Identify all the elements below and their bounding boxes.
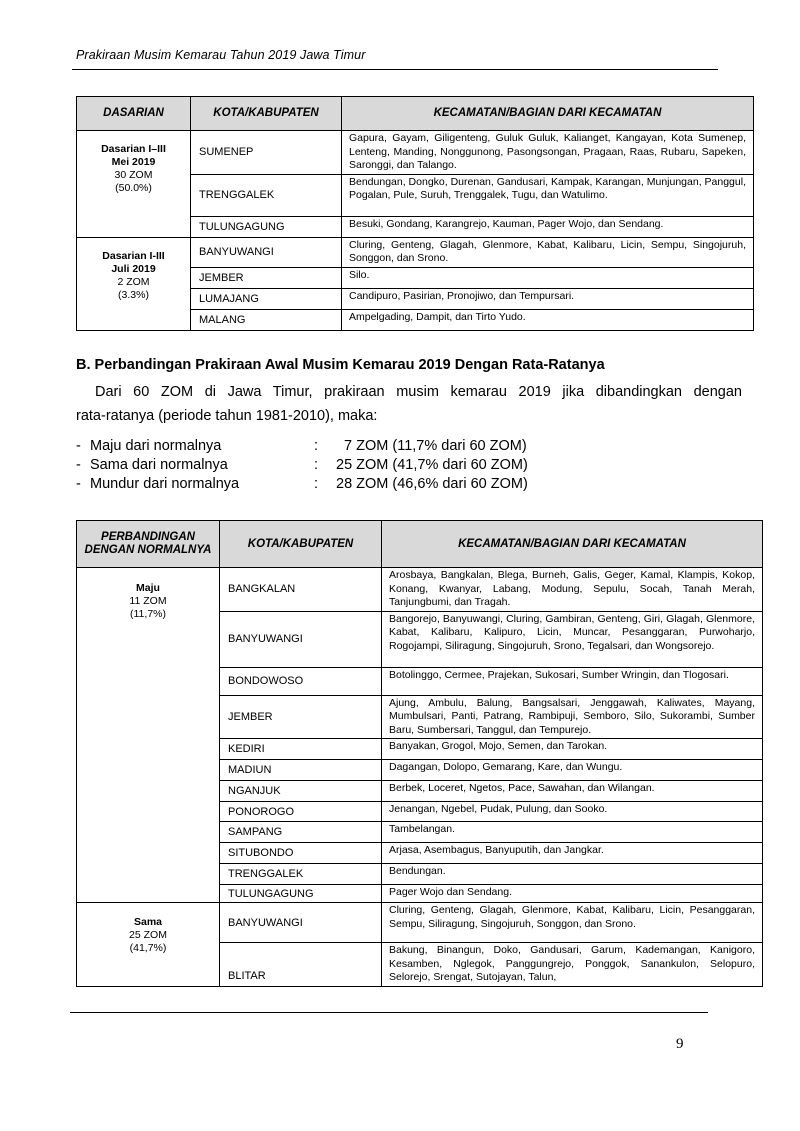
group-title: Dasarian I-III (102, 249, 165, 262)
group-cell (77, 237, 191, 330)
kota-cell: BONDOWOSO (220, 667, 382, 695)
list-item-colon: : (314, 438, 319, 454)
kota-cell: TULUNGAGUNG (191, 216, 342, 237)
kota-cell: JEMBER (191, 267, 342, 288)
kota-cell: BANGKALAN (220, 568, 382, 612)
kecamatan-cell: Bendungan. (382, 864, 763, 885)
kota-cell: LUMAJANG (191, 288, 342, 309)
kota-cell: TRENGGALEK (191, 174, 342, 216)
page-header-title: Prakiraan Musim Kemarau Tahun 2019 Jawa Timur (76, 48, 366, 62)
kecamatan-cell: Botolinggo, Cermee, Prajekan, Sukosari, Sumber Wringin, dan Tlogosari. (382, 667, 763, 695)
group-cell (77, 903, 220, 987)
group-title: Mei 2019 (111, 156, 156, 168)
header-rule (72, 69, 718, 70)
kota-cell: BANYUWANGI (220, 611, 382, 667)
column-header-kecamatan: KECAMATAN/BAGIAN DARI KECAMATAN (342, 97, 754, 131)
group-cell (77, 131, 191, 238)
group-zom: 25 ZOM (129, 929, 167, 941)
list-item-value: 28 ZOM (46,6% dari 60 ZOM) (336, 476, 528, 492)
list-dash: - (76, 457, 81, 473)
kota-cell: PONOROGO (220, 802, 382, 822)
footer-rule (70, 1012, 708, 1013)
table-header-row (77, 521, 763, 568)
table-row (77, 237, 754, 267)
kecamatan-cell: Pager Wojo dan Sendang. (382, 885, 763, 903)
table-row (77, 903, 763, 943)
list-item-colon: : (314, 476, 319, 492)
kota-cell: BANYUWANGI (191, 237, 342, 267)
kota-cell: TRENGGALEK (220, 864, 382, 885)
group-title: Juli 2019 (111, 262, 156, 275)
kecamatan-cell: Dagangan, Dolopo, Gemarang, Kare, dan Wungu. (382, 760, 763, 781)
group-percentage: (41,7%) (129, 942, 167, 954)
kecamatan-cell: Banyakan, Grogol, Mojo, Semen, dan Tarokan. (382, 739, 763, 760)
kota-cell: KEDIRI (220, 739, 382, 760)
kecamatan-cell: Bendungan, Dongko, Durenan, Gandusari, Kampak, Karangan, Munjungan, Panggul, Pogalan, Pule, Suruh, Trenggalek, Tugu, dan Watulimo. (342, 174, 754, 216)
section-b-paragraph: Dari 60 ZOM di Jawa Timur, prakiraan musim kemarau 2019 jika dibandingkan dengan (95, 384, 742, 400)
table-row (77, 131, 754, 175)
column-header-kota: KOTA/KABUPATEN (220, 521, 382, 568)
kecamatan-cell: Tambelangan. (382, 822, 763, 843)
kota-cell: MALANG (191, 309, 342, 330)
page-number: 9 (676, 1036, 684, 1052)
kecamatan-cell: Ajung, Ambulu, Balung, Bangsalsari, Jenggawah, Kaliwates, Mayang, Mumbulsari, Panti, Patrang, Rambipuji, Semboro, Silo, Sukorambi, Sumber Baru, Sumbersari, Tanggul, dan Tempurejo. (382, 695, 763, 739)
table-row (77, 568, 763, 612)
list-item-label: Mundur dari normalnya (90, 476, 240, 492)
kecamatan-cell: Besuki, Gondang, Karangrejo, Kauman, Pager Wojo, dan Sendang. (342, 216, 754, 237)
kecamatan-cell: Gapura, Gayam, Giligenteng, Guluk Guluk, Kalianget, Kangayan, Kota Sumenep, Lenteng, Manding, Nonggunong, Pasongsongan, Pragaan, Raas, Rubaru, Sapeken, Saronggi, dan Talango. (342, 131, 754, 175)
section-b-paragraph-continued: rata-ratanya (periode tahun 1981-2010), maka: (76, 408, 378, 424)
group-title: Dasarian I–III (101, 143, 166, 155)
list-item-colon: : (314, 457, 319, 473)
kecamatan-cell: Jenangan, Ngebel, Pudak, Pulung, dan Sooko. (382, 802, 763, 822)
kecamatan-cell: Ampelgading, Dampit, dan Tirto Yudo. (342, 309, 754, 330)
column-header-kecamatan: KECAMATAN/BAGIAN DARI KECAMATAN (382, 521, 763, 568)
list-dash: - (76, 438, 81, 454)
kecamatan-cell: Bakung, Binangun, Doko, Gandusari, Garum, Kademangan, Kanigoro, Kesamben, Nglegok, Panggungrejo, Ponggok, Sanankulon, Selopuro, Selorejo, Srengat, Sutojayan, Talun, (382, 943, 763, 987)
list-item-label: Sama dari normalnya (90, 457, 228, 473)
kecamatan-cell: Berbek, Loceret, Ngetos, Pace, Sawahan, dan Wilangan. (382, 781, 763, 802)
kecamatan-cell: Candipuro, Pasirian, Pronojiwo, dan Tempursari. (342, 288, 754, 309)
column-header-perbandingan: PERBANDINGAN DENGAN NORMALNYA (77, 521, 220, 568)
list-item-value: 25 ZOM (41,7% dari 60 ZOM) (336, 457, 528, 473)
kota-cell: JEMBER (220, 695, 382, 739)
group-zom: 2 ZOM (117, 275, 150, 288)
group-percentage: (3.3%) (118, 288, 149, 301)
group-zom: 11 ZOM (129, 595, 167, 607)
list-item-label: Maju dari normalnya (90, 438, 222, 454)
kota-cell: BLITAR (220, 943, 382, 987)
kota-cell: SITUBONDO (220, 843, 382, 864)
column-header-dasarian: DASARIAN (77, 97, 191, 131)
kota-cell: BANYUWANGI (220, 903, 382, 943)
group-title: Sama (133, 916, 163, 928)
kecamatan-cell: Cluring, Genteng, Glagah, Glenmore, Kabat, Kalibaru, Licin, Pesanggaran, Sempu, Siliragung, Singojuruh, Songgon, dan Srono. (382, 903, 763, 943)
perbandingan-table (76, 520, 763, 987)
kecamatan-cell: Arjasa, Asembagus, Banyuputih, dan Jangkar. (382, 843, 763, 864)
kota-cell: MADIUN (220, 760, 382, 781)
group-cell (77, 568, 220, 903)
dasarian-table (76, 96, 754, 331)
list-dash: - (76, 476, 81, 492)
kecamatan-cell: Cluring, Genteng, Glagah, Glenmore, Kabat, Kalibaru, Licin, Sempu, Singojuruh, Songgon, dan Srono. (342, 237, 754, 267)
group-percentage: (11,7%) (130, 608, 166, 620)
kota-cell: SUMENEP (191, 131, 342, 175)
section-b-heading: B. Perbandingan Prakiraan Awal Musim Kemarau 2019 Dengan Rata-Ratanya (76, 357, 605, 373)
column-header-kota: KOTA/KABUPATEN (191, 97, 342, 131)
group-zom: 30 ZOM (114, 169, 153, 181)
table-header-row (77, 97, 754, 131)
kota-cell: NGANJUK (220, 781, 382, 802)
kecamatan-cell: Silo. (342, 267, 754, 288)
list-item-value: 7 ZOM (11,7% dari 60 ZOM) (336, 438, 527, 454)
group-percentage: (50.0%) (115, 182, 152, 194)
group-title: Maju (136, 582, 160, 594)
kecamatan-cell: Bangorejo, Banyuwangi, Cluring, Gambiran, Genteng, Giri, Glagah, Glenmore, Kabat, Kalibaru, Kalipuro, Licin, Muncar, Pesanggaran, Purwoharjo, Rogojampi, Siliragung, Singojuruh, Srono, Tegalsari, dan Wongsorejo. (382, 611, 763, 667)
kota-cell: TULUNGAGUNG (220, 885, 382, 903)
kota-cell: SAMPANG (220, 822, 382, 843)
kecamatan-cell: Arosbaya, Bangkalan, Blega, Burneh, Galis, Geger, Kamal, Klampis, Kokop, Konang, Kwanyar, Labang, Modung, Sepulu, Socah, Tanah Merah, Tanjungbumi, dan Tragah. (382, 568, 763, 612)
